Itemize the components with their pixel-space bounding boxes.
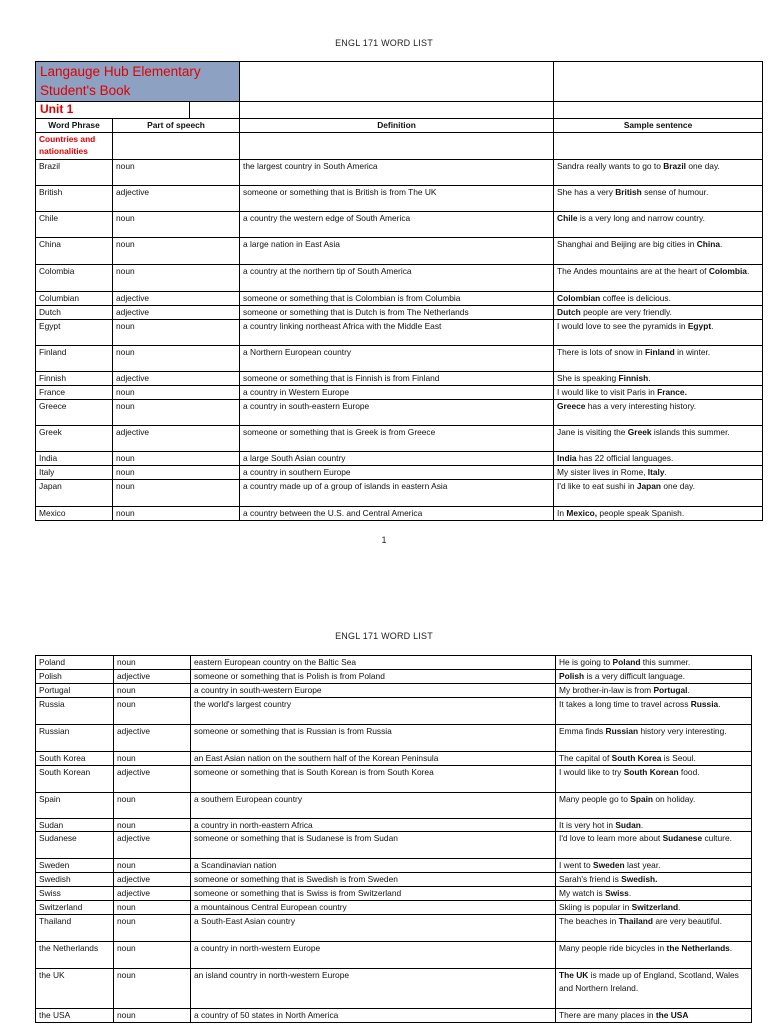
- word-cell: Thailand: [36, 915, 114, 942]
- sentence-cell: [556, 887, 752, 901]
- definition-cell: a country in north-eastern Africa: [191, 819, 556, 832]
- definition-cell: someone or something that is Dutch is from The Netherlands: [240, 306, 554, 320]
- sentence-text: one day.: [686, 161, 720, 171]
- sentence-keyword: Dutch: [557, 307, 581, 317]
- table-row: [36, 793, 752, 819]
- definition-cell: a country in southern Europe: [240, 466, 554, 480]
- word-cell: Egypt: [36, 320, 113, 346]
- sentence-text: last year.: [624, 860, 661, 871]
- sentence-text: My brother-in-law is from: [559, 685, 654, 695]
- sentence-keyword: Greece: [557, 401, 586, 411]
- sentence-keyword: Colombian: [557, 293, 601, 303]
- sentence-cell: [556, 793, 752, 819]
- sentence-cell: [556, 819, 752, 832]
- sentence-cell: [556, 670, 752, 684]
- table-row: [36, 292, 763, 306]
- definition-cell: a mountainous Central European country: [191, 901, 556, 915]
- definition-cell: an East Asian nation on the southern half of the Korean Peninsula: [191, 752, 556, 766]
- definition-cell: eastern European country on the Baltic Sea: [191, 656, 556, 670]
- table-row: [36, 670, 752, 684]
- sentence-text: has a very interesting history.: [585, 401, 697, 411]
- definition-cell: a southern European country: [191, 793, 556, 819]
- sentence-keyword: Italy: [647, 467, 665, 477]
- empty-cell: [554, 133, 763, 160]
- word-cell: Greece: [36, 400, 113, 426]
- definition-cell: a country at the northern tip of South America: [240, 265, 554, 292]
- word-cell: Chile: [36, 212, 113, 238]
- section-row: [36, 133, 763, 160]
- sentence-text: is made up of England, Scotland, Wales and Northern Ireland.: [559, 970, 739, 993]
- sentence-keyword: Polish: [559, 671, 585, 681]
- pos-cell: adjective: [113, 186, 240, 212]
- word-cell: Sweden: [36, 859, 114, 873]
- definition-cell: a country in north-western Europe: [191, 942, 556, 969]
- pos-cell: noun: [114, 859, 191, 873]
- sentence-text: There is lots of snow in: [557, 347, 646, 357]
- page-header: ENGL 171 WORD LIST: [335, 631, 433, 641]
- word-cell: Polish: [36, 670, 114, 684]
- sentence-text: I would like to visit Paris in: [557, 387, 658, 397]
- table-row: [36, 320, 763, 346]
- sentence-cell: [556, 873, 752, 887]
- word-cell: Colombia: [36, 265, 113, 292]
- table-row: [36, 426, 763, 452]
- pos-cell: noun: [114, 969, 191, 1009]
- sentence-keyword: Poland: [612, 657, 641, 667]
- pos-cell: adjective: [114, 670, 191, 684]
- definition-cell: someone or something that is Sudanese is from Sudan: [191, 832, 556, 859]
- sentence-cell: [554, 306, 763, 320]
- definition-cell: an island country in north-western Europe: [191, 969, 556, 1009]
- sentence-text: .: [718, 699, 721, 709]
- sentence-text: people speak Spanish.: [597, 508, 685, 518]
- sentence-text: There are many places in: [559, 1010, 656, 1021]
- definition-cell: a large nation in East Asia: [240, 238, 554, 265]
- sentence-keyword: Portugal: [653, 685, 688, 695]
- definition-cell: someone or something that is British is from The UK: [240, 186, 554, 212]
- table-row: [36, 752, 752, 766]
- pos-cell: adjective: [113, 372, 240, 386]
- sentence-keyword: South Korean: [623, 767, 679, 777]
- pos-cell: noun: [114, 942, 191, 969]
- pos-cell: noun: [113, 238, 240, 265]
- sentence-cell: [556, 901, 752, 915]
- table-row: [36, 238, 763, 265]
- sentence-text: Shanghai and Beijing are big cities in: [557, 239, 697, 249]
- sentence-text: Sarah's friend is: [559, 874, 622, 885]
- sentence-cell: [554, 265, 763, 292]
- sentence-text: .: [648, 373, 651, 383]
- sentence-keyword: Russian: [605, 726, 639, 736]
- sentence-keyword: India: [557, 453, 577, 463]
- word-cell: British: [36, 186, 113, 212]
- table-row: [36, 725, 752, 752]
- pos-cell: noun: [114, 752, 191, 766]
- pos-cell: noun: [113, 507, 240, 521]
- empty-cell: [554, 102, 763, 119]
- sentence-cell: [556, 915, 752, 942]
- word-cell: Swedish: [36, 873, 114, 887]
- sentence-text: .: [746, 266, 750, 276]
- word-cell: Brazil: [36, 160, 113, 186]
- pos-cell: noun: [113, 480, 240, 507]
- word-cell: Sudanese: [36, 832, 114, 859]
- sentence-text: has 22 official languages.: [576, 453, 674, 463]
- definition-cell: a South-East Asian country: [191, 915, 556, 942]
- sentence-cell: [556, 656, 752, 670]
- table-row: [36, 400, 763, 426]
- sentence-cell: [554, 346, 763, 372]
- table-row: [36, 766, 752, 793]
- sentence-text: Many people ride bicycles in: [559, 943, 667, 954]
- empty-cell: [554, 62, 763, 102]
- sentence-text: one day.: [661, 481, 695, 491]
- sentence-text: Jane is visiting the: [557, 427, 628, 437]
- sentence-text: I would love to see the pyramids in: [557, 321, 688, 331]
- sentence-text: I went to: [559, 860, 593, 871]
- sentence-text: Skiing is popular in: [559, 902, 632, 913]
- table-row: [36, 942, 752, 969]
- definition-cell: a country in Western Europe: [240, 386, 554, 400]
- sentence-keyword: Sudan: [615, 820, 641, 830]
- sentence-text: in winter.: [674, 347, 711, 357]
- word-cell: Greek: [36, 426, 113, 452]
- pos-cell: noun: [114, 684, 191, 698]
- word-cell: Spain: [36, 793, 114, 819]
- sentence-cell: [554, 400, 763, 426]
- sentence-text: .: [628, 888, 632, 899]
- word-cell: South Korean: [36, 766, 114, 793]
- sentence-keyword: Finnish: [618, 373, 649, 383]
- section-label: Countries and nationalities: [36, 133, 113, 160]
- pos-cell: adjective: [114, 887, 191, 901]
- table-row: [36, 915, 752, 942]
- table-row: [36, 656, 752, 670]
- sentence-cell: [554, 507, 763, 521]
- sentence-keyword: Sudanese: [662, 833, 703, 844]
- page-header: ENGL 171 WORD LIST: [335, 38, 433, 48]
- sentence-keyword: Japan: [636, 481, 662, 491]
- definition-cell: someone or something that is South Korean is from South Korea: [191, 766, 556, 793]
- sentence-keyword: Spain: [630, 794, 654, 804]
- sentence-cell: [556, 684, 752, 698]
- sentence-keyword: Finland: [645, 347, 675, 357]
- pos-cell: noun: [113, 452, 240, 466]
- word-cell: Finland: [36, 346, 113, 372]
- table-row: [36, 1009, 752, 1023]
- definition-cell: a large South Asian country: [240, 452, 554, 466]
- definition-cell: a country in south-western Europe: [191, 684, 556, 698]
- pos-cell: noun: [114, 793, 191, 819]
- empty-cell: [240, 133, 554, 160]
- word-cell: the USA: [36, 1009, 114, 1023]
- sentence-keyword: the USA: [655, 1010, 689, 1021]
- sentence-cell: [554, 452, 763, 466]
- table-row: [36, 901, 752, 915]
- empty-cell: [113, 133, 240, 160]
- sentence-cell: [554, 426, 763, 452]
- sentence-text: Many people go to: [559, 794, 631, 804]
- sentence-keyword: Egypt: [687, 321, 712, 331]
- empty-cell: [190, 102, 240, 119]
- table-row: [36, 684, 752, 698]
- sentence-keyword: the Netherlands: [666, 943, 730, 954]
- word-cell: the UK: [36, 969, 114, 1009]
- pos-cell: adjective: [113, 426, 240, 452]
- pos-cell: noun: [113, 400, 240, 426]
- definition-cell: someone or something that is Finnish is from Finland: [240, 372, 554, 386]
- sentence-keyword: China: [696, 239, 720, 249]
- definition-cell: someone or something that is Swedish is from Sweden: [191, 873, 556, 887]
- sentence-cell: [554, 292, 763, 306]
- table-row: [36, 698, 752, 725]
- sentence-keyword: Mexico,: [566, 508, 598, 518]
- sentence-keyword: Brazil: [663, 161, 686, 171]
- sentence-keyword: South Korea: [611, 753, 662, 763]
- pos-cell: noun: [114, 656, 191, 670]
- table-row: [36, 969, 752, 1009]
- word-cell: Dutch: [36, 306, 113, 320]
- table-row: [36, 452, 763, 466]
- sentence-keyword: Swedish.: [621, 874, 658, 885]
- table-row: [36, 507, 763, 521]
- sentence-cell: [554, 480, 763, 507]
- definition-cell: a country made up of a group of islands in eastern Asia: [240, 480, 554, 507]
- pos-cell: adjective: [114, 766, 191, 793]
- sentence-text: I would like to try: [559, 767, 624, 777]
- definition-cell: a country the western edge of South America: [240, 212, 554, 238]
- unit-label: Unit 1: [36, 102, 190, 119]
- word-cell: Switzerland: [36, 901, 114, 915]
- sentence-keyword: Sweden: [592, 860, 625, 871]
- sentence-text: In: [557, 508, 567, 518]
- pos-cell: adjective: [114, 725, 191, 752]
- empty-cell: [240, 102, 554, 119]
- sentence-text: Sandra really wants to go to: [557, 161, 664, 171]
- word-list-table: [35, 655, 752, 1023]
- sentence-cell: [556, 752, 752, 766]
- word-cell: the Netherlands: [36, 942, 114, 969]
- sentence-text: Emma finds: [559, 726, 606, 736]
- word-cell: Japan: [36, 480, 113, 507]
- empty-cell: [240, 62, 554, 102]
- sentence-keyword: The UK: [559, 970, 589, 981]
- pos-cell: noun: [113, 212, 240, 238]
- sentence-cell: [554, 160, 763, 186]
- table-row: [36, 466, 763, 480]
- sentence-cell: [556, 725, 752, 752]
- pos-cell: noun: [114, 915, 191, 942]
- pos-cell: adjective: [113, 306, 240, 320]
- definition-cell: the largest country in South America: [240, 160, 554, 186]
- definition-cell: someone or something that is Colombian is from Columbia: [240, 292, 554, 306]
- sentence-text: people are very friendly.: [580, 307, 672, 317]
- page-number: 1: [381, 535, 387, 545]
- unit-row: [36, 102, 763, 119]
- pos-cell: adjective: [113, 292, 240, 306]
- sentence-text: I'd love to learn more about: [559, 833, 663, 844]
- sentence-cell: [556, 969, 752, 1009]
- title-row: [36, 62, 763, 102]
- sentence-keyword: Swiss: [605, 888, 629, 899]
- sentence-text: The beaches in: [559, 916, 619, 927]
- definition-cell: a Northern European country: [240, 346, 554, 372]
- pos-cell: adjective: [114, 873, 191, 887]
- sentence-text: islands this summer.: [651, 427, 730, 437]
- table-row: [36, 160, 763, 186]
- definition-cell: the world's largest country: [191, 698, 556, 725]
- sentence-text: .: [640, 820, 644, 830]
- table-row: [36, 859, 752, 873]
- pos-cell: noun: [113, 346, 240, 372]
- column-header: Word Phrase: [36, 119, 113, 133]
- table-row: [36, 306, 763, 320]
- sentence-cell: [556, 859, 752, 873]
- sentence-text: history very interesting.: [638, 726, 727, 736]
- table-row: [36, 480, 763, 507]
- definition-cell: a country in south-eastern Europe: [240, 400, 554, 426]
- sentence-text: It is very hot in: [559, 820, 616, 830]
- word-cell: India: [36, 452, 113, 466]
- sentence-text: She has a very: [557, 187, 616, 197]
- book-title: Langauge Hub Elementary Student's Book: [36, 62, 240, 102]
- word-cell: Russian: [36, 725, 114, 752]
- definition-cell: a country linking northeast Africa with the Middle East: [240, 320, 554, 346]
- word-cell: Mexico: [36, 507, 113, 521]
- table-row: [36, 873, 752, 887]
- sentence-text: is Seoul.: [661, 753, 696, 763]
- sentence-text: .: [729, 943, 733, 954]
- pos-cell: noun: [113, 386, 240, 400]
- word-cell: Finnish: [36, 372, 113, 386]
- sentence-cell: [556, 832, 752, 859]
- definition-cell: someone or something that is Polish is from Poland: [191, 670, 556, 684]
- sentence-text: .: [687, 685, 690, 695]
- word-cell: Italy: [36, 466, 113, 480]
- sentence-text: She is speaking: [557, 373, 619, 383]
- sentence-keyword: Chile: [557, 213, 578, 223]
- sentence-text: The Andes mountains are at the heart of: [557, 266, 709, 276]
- table-row: [36, 386, 763, 400]
- definition-cell: someone or something that is Greek is from Greece: [240, 426, 554, 452]
- pos-cell: noun: [113, 265, 240, 292]
- sentence-keyword: Greek: [627, 427, 652, 437]
- sentence-cell: [554, 386, 763, 400]
- definition-cell: a country of 50 states in North America: [191, 1009, 556, 1023]
- sentence-keyword: Thailand: [618, 916, 654, 927]
- table-row: [36, 265, 763, 292]
- column-header: Sample sentence: [554, 119, 763, 133]
- sentence-text: He is going to: [559, 657, 613, 667]
- sentence-cell: [554, 238, 763, 265]
- word-cell: Swiss: [36, 887, 114, 901]
- word-cell: Columbian: [36, 292, 113, 306]
- sentence-text: My watch is: [559, 888, 606, 899]
- sentence-cell: [554, 186, 763, 212]
- word-cell: South Korea: [36, 752, 114, 766]
- word-cell: Russia: [36, 698, 114, 725]
- word-list-table: [35, 61, 763, 521]
- sentence-cell: [556, 942, 752, 969]
- sentence-cell: [554, 466, 763, 480]
- sentence-text: food.: [678, 767, 700, 777]
- pos-cell: adjective: [114, 832, 191, 859]
- sentence-text: on holiday.: [653, 794, 696, 804]
- word-cell: Poland: [36, 656, 114, 670]
- word-cell: Portugal: [36, 684, 114, 698]
- sentence-text: .: [719, 239, 723, 249]
- table-row: [36, 819, 752, 832]
- column-header-row: [36, 119, 763, 133]
- column-header: Definition: [240, 119, 554, 133]
- table-row: [36, 887, 752, 901]
- sentence-text: culture.: [702, 833, 732, 844]
- definition-cell: someone or something that is Swiss is from Switzerland: [191, 887, 556, 901]
- sentence-text: coffee is delicious.: [600, 293, 671, 303]
- definition-cell: someone or something that is Russian is from Russia: [191, 725, 556, 752]
- sentence-text: .: [678, 902, 681, 913]
- sentence-keyword: British: [615, 187, 642, 197]
- sentence-text: .: [711, 321, 714, 331]
- word-cell: France: [36, 386, 113, 400]
- table-row: [36, 372, 763, 386]
- table-row: [36, 346, 763, 372]
- sentence-cell: [556, 766, 752, 793]
- sentence-text: The capital of: [559, 753, 612, 763]
- sentence-text: sense of humour.: [641, 187, 709, 197]
- sentence-keyword: Switzerland: [631, 902, 679, 913]
- sentence-text: this summer.: [640, 657, 691, 667]
- pos-cell: noun: [113, 160, 240, 186]
- column-header: Part of speech: [113, 119, 240, 133]
- word-cell: Sudan: [36, 819, 114, 832]
- sentence-text: is a very long and narrow country.: [577, 213, 705, 223]
- pos-cell: noun: [114, 819, 191, 832]
- table-row: [36, 832, 752, 859]
- pos-cell: noun: [114, 901, 191, 915]
- sentence-keyword: Colombia: [708, 266, 747, 276]
- sentence-cell: [556, 1009, 752, 1023]
- pos-cell: noun: [114, 698, 191, 725]
- sentence-text: I'd like to eat sushi in: [557, 481, 637, 491]
- table-row: [36, 186, 763, 212]
- sentence-text: .: [664, 467, 667, 477]
- sentence-text: are very beautiful.: [653, 916, 722, 927]
- pos-cell: noun: [113, 466, 240, 480]
- sentence-keyword: Russia: [690, 699, 719, 709]
- pos-cell: noun: [113, 320, 240, 346]
- pos-cell: noun: [114, 1009, 191, 1023]
- sentence-cell: [554, 372, 763, 386]
- sentence-text: My sister lives in Rome,: [557, 467, 648, 477]
- sentence-cell: [556, 698, 752, 725]
- sentence-cell: [554, 320, 763, 346]
- sentence-keyword: France.: [657, 387, 687, 397]
- sentence-cell: [554, 212, 763, 238]
- word-cell: China: [36, 238, 113, 265]
- table-row: [36, 212, 763, 238]
- definition-cell: a country between the U.S. and Central America: [240, 507, 554, 521]
- definition-cell: a Scandinavian nation: [191, 859, 556, 873]
- sentence-text: is a very difficult language.: [584, 671, 686, 681]
- sentence-text: It takes a long time to travel across: [559, 699, 691, 709]
